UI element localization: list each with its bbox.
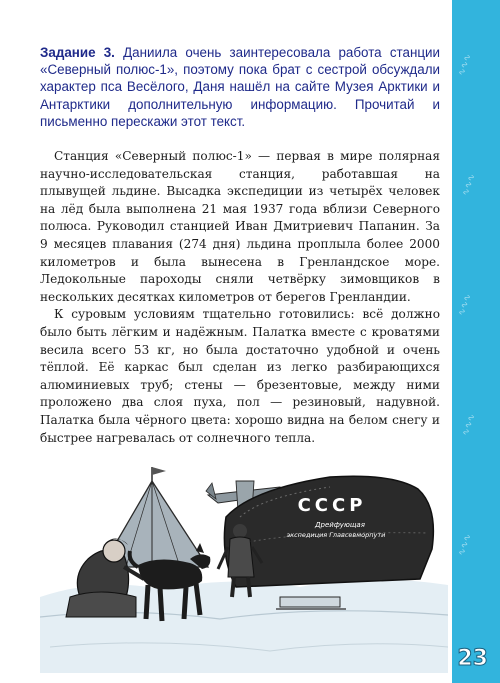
tent-title: СССР [297, 495, 367, 516]
decorative-side-strip [452, 0, 500, 683]
task-paragraph [40, 44, 440, 130]
flag [152, 467, 166, 475]
tent-caption-2: экспедиция Главсевморпути [286, 531, 386, 539]
article-paragraph-1: Станция «Северный полюс-1» — первая в мире полярная научно-исследовательская станция, работавшая на плывущей льдине. Высадка экспедиции из четырёх человек на лёд была выполнена 21 мая 1937 года вблизи Северного полюса. Руководил станцией Иван Дмитриевич Папанин. За 9 месяцев плавания (274 дня) льдина проплыла более 2000 километров и была вынесена в Гренландское море. Ледокольные пароходы сняли четвёрку зимовщиков в нескольких десятках километров от берегов Гренландии. [40, 149, 440, 304]
strip-decoration: ∿∿∿ [456, 292, 474, 318]
tent-caption-1: Дрейфующая [315, 521, 365, 529]
strip-decoration: ∿∿∿ [456, 532, 474, 558]
strip-decoration: ∿∿∿ [460, 412, 478, 438]
task-text: Даниила очень заинтересовала работа станции «Северный полюс-1», поэтому пока брат с сестрой обсуждали характер пса Весёлого, Даня нашёл на сайте Музея Арктики и Антарктики дополнительную информацию. Прочитай и письменно перескажи этот текст. [40, 45, 440, 129]
page-number: 23 [457, 646, 488, 671]
polar-station-illustration [40, 447, 448, 673]
sled [280, 597, 340, 607]
task-label: Задание 3. [40, 45, 115, 60]
article-text [40, 148, 440, 447]
strip-decoration: ∿∿∿ [460, 172, 478, 198]
article-paragraph-2: К суровым условиям тщательно готовились: всё должно было быть лёгким и надёжным. Палатка вместе с кроватями весила всего 53 кг, но была достаточно удобной и очень тёплой. Её каркас был сделан из легко разбирающихся алюминиевых труб; стены — брезентовые, между ними проложено два слоя пуха, пол — резиновый, надувной. Палатка была чёрного цвета: хорошо видна на белом снегу и быстрее нагревалась от солнечного тепла. [40, 307, 440, 445]
strip-decoration: ∿∿∿ [456, 52, 474, 78]
